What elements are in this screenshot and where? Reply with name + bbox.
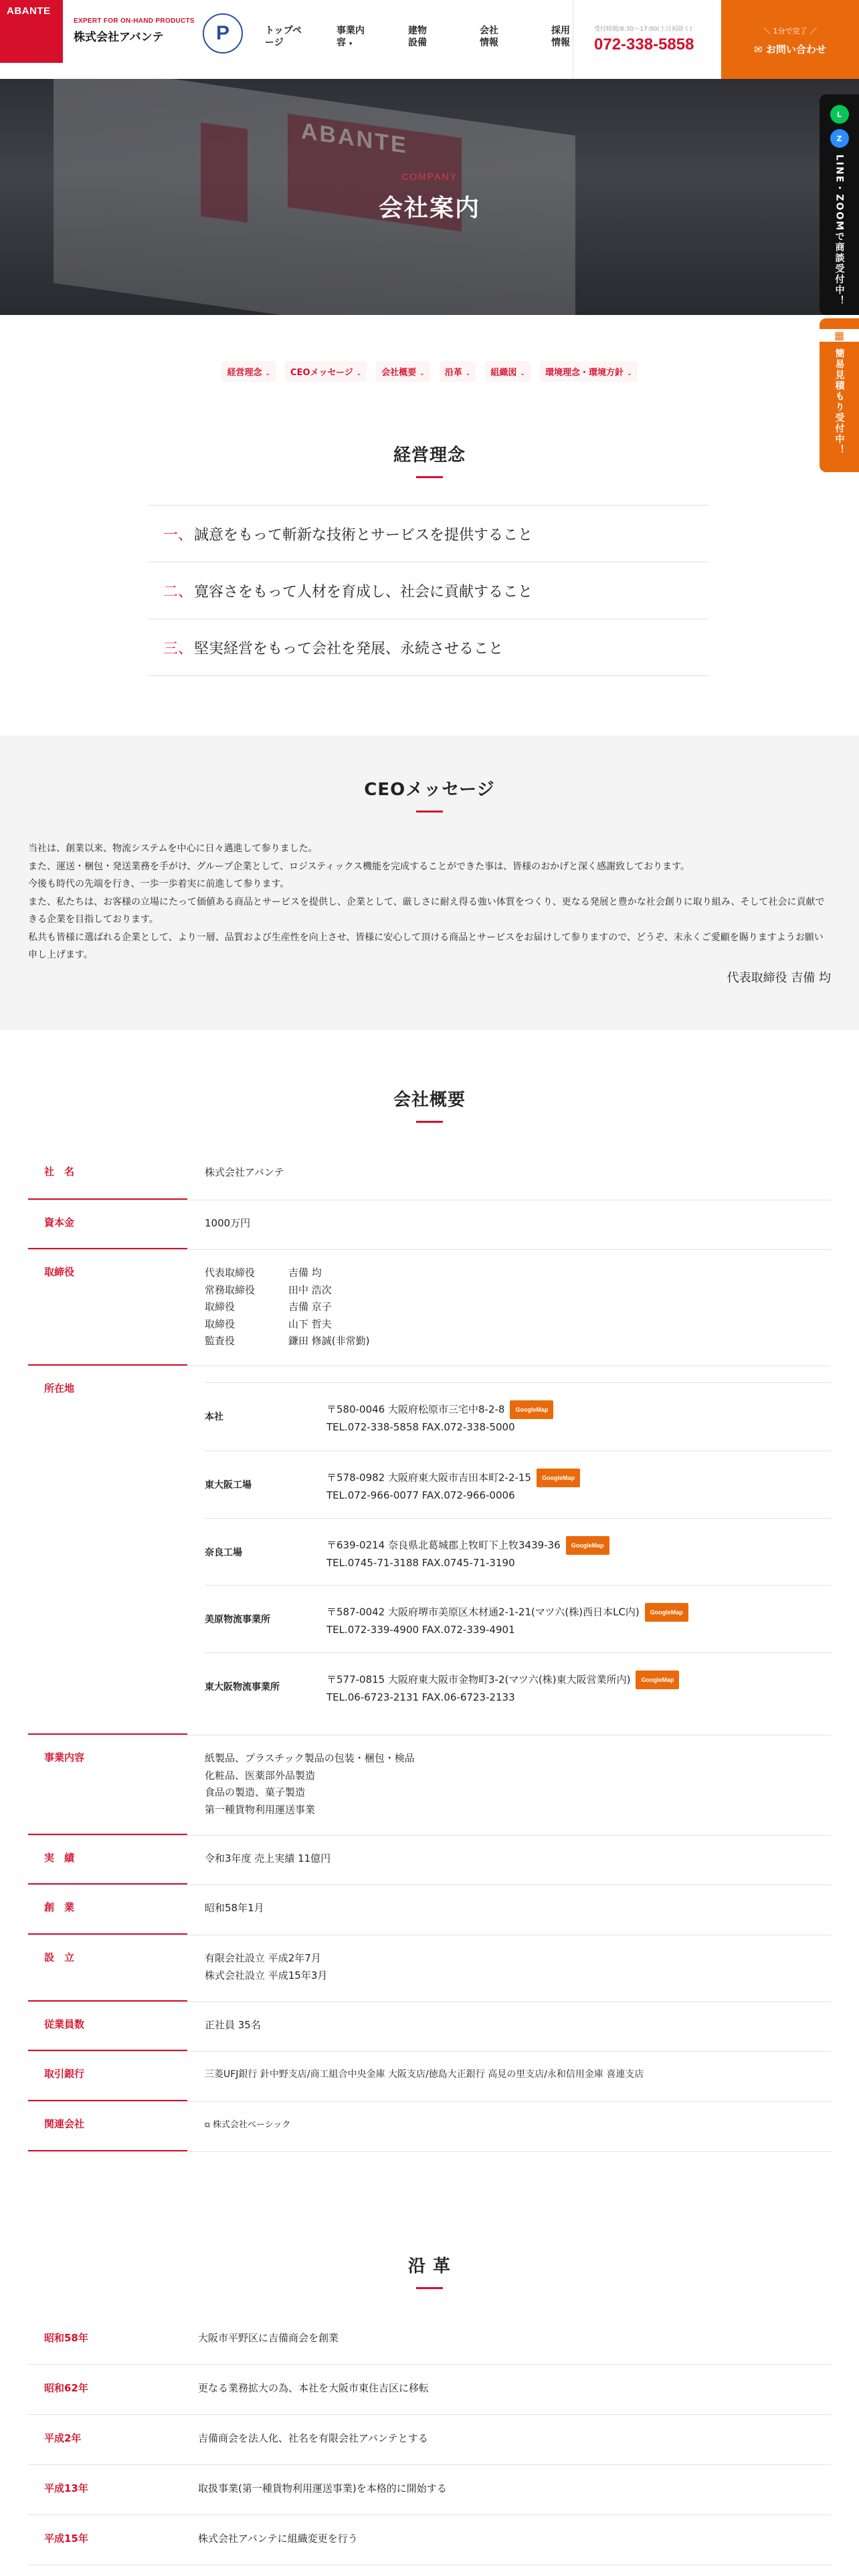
anchor-nav (0, 361, 859, 382)
history-text: 株式会社アバンテに組織変更を行う (198, 2533, 358, 2545)
location-name: 東大阪工場 (205, 1480, 252, 1491)
hero-building-sign: ABANTE (301, 118, 408, 159)
officer-row: 代表取締役 吉備 均 (205, 1267, 322, 1279)
anchor-overview[interactable]: 会社概要 ⌄ (376, 361, 430, 382)
chevron-down-icon: ⌄ (265, 370, 271, 377)
nav-label: 建物 設備 (408, 25, 427, 48)
row-label: 資本金 (28, 1200, 187, 1249)
anchor-org-chart[interactable]: 組織図 ⌄ (485, 361, 531, 382)
logo[interactable] (0, 0, 63, 63)
history-year: 昭和58年 (44, 2332, 88, 2344)
heading-underline (416, 2287, 443, 2289)
officer-row: 取締役 山下 哲夫 (205, 1317, 332, 1330)
history-year: 平成13年 (44, 2482, 88, 2494)
table-row (28, 1935, 831, 2002)
row-value: 令和3年度 売上実績 11億円 (205, 1852, 331, 1864)
anchor-philosophy[interactable]: 経営理念 ⌄ (221, 361, 276, 382)
location-item (205, 1382, 831, 1451)
cta-small-text: ＼ 1分で完了 ／ (763, 27, 817, 35)
table-row (28, 2002, 831, 2052)
location-item (205, 1585, 831, 1652)
history-year: 平成2年 (44, 2432, 82, 2444)
row-value: 正社員 35名 (205, 2019, 261, 2031)
row-label: 取締役 (28, 1250, 187, 1366)
list-item: 三、 堅実経営をもって会社を発展、永続させること (147, 619, 709, 676)
privacy-mark-icon: P (203, 13, 243, 53)
site-header (0, 0, 859, 79)
table-row (28, 1150, 831, 1200)
nav-item-company[interactable] (477, 25, 549, 49)
chevron-down-icon: ⌄ (419, 370, 425, 377)
row-label: 設 立 (28, 1935, 187, 2002)
page-title: 会社案内 (378, 195, 480, 222)
list-item: 二、 寛容さをもって人材を育成し、社会に貢献すること (147, 562, 709, 619)
ceo-heading: CEOメッセージ (364, 780, 495, 800)
location-item (205, 1451, 831, 1518)
location-name: 奈良工場 (205, 1547, 242, 1558)
row-value: 株式会社アバンテ (205, 1166, 284, 1178)
officers-list (205, 1265, 369, 1350)
location-name: 東大阪物流事業所 (205, 1682, 280, 1693)
nav-item-business[interactable] (334, 25, 405, 49)
row-value: 三菱UFJ銀行 針中野支店/商工組合中央金庫 大阪支店/徳島大正銀行 高見の里支店/永和信用金庫 喜連支店 (205, 2069, 644, 2080)
table-row (28, 2415, 831, 2465)
officer-row: 取締役 吉備 京子 (205, 1301, 332, 1313)
chevron-down-icon: ⌄ (520, 370, 525, 377)
row-label: 取引銀行 (28, 2052, 187, 2101)
location-address: 〒587-0042 大阪府堺市美原区木材通2-1-21(マツ六(株)西日本LC内) GoogleMap TEL.072-339-4900 FAX.072-339-4901 (326, 1603, 688, 1638)
google-map-button[interactable]: GoogleMap (636, 1671, 679, 1689)
history-text: 更なる業務拡大の為、本社を大阪市東住吉区に移転 (198, 2382, 430, 2394)
location-address: 〒577-0815 大阪府東大阪市金物町3-2(マツ六(株)東大阪営業所内) GoogleMap TEL.06-6723-2131 FAX.06-6723-2133 (326, 1671, 679, 1705)
ceo-paragraph: 今後も時代の先端を行き、一歩一歩着実に前進して参ります。 (28, 879, 290, 889)
location-address: 〒578-0982 大阪府東大阪市吉田本町2-2-15 GoogleMap TEL.072-966-0077 FAX.072-966-0006 (326, 1469, 580, 1503)
table-row (28, 2515, 831, 2565)
list-item: 一、 誠意をもって斬新な技術とサービスを提供すること (147, 506, 709, 562)
side-tab-line-zoom[interactable] (820, 94, 859, 315)
location-address: 〒580-0046 大阪府松原市三宅中8-2-8 GoogleMap TEL.072-338-5858 FAX.072-338-5000 (326, 1400, 553, 1435)
global-nav (262, 25, 620, 49)
related-company-link[interactable]: ⧉ 株式会社ベーシック (205, 2120, 291, 2130)
brand-name: 株式会社アバンテ (74, 31, 164, 44)
contact-button[interactable] (721, 0, 859, 79)
zoom-icon: Z (830, 129, 849, 148)
row-label: 社 名 (28, 1150, 187, 1200)
row-label: 従業員数 (28, 2002, 187, 2051)
row-label: 創 業 (28, 1885, 187, 1935)
row-label: 所在地 (28, 1366, 187, 1735)
logo-text: ABANTE (7, 5, 51, 17)
table-row (28, 1735, 831, 1836)
overview-heading: 会社概要 (393, 1090, 466, 1110)
row-value: 有限会社設立 平成2年7月 株式会社設立 平成15年3月 (205, 1952, 328, 1981)
location-item (205, 1518, 831, 1585)
philosophy-list (147, 505, 709, 676)
nav-label: 事業内 容 ▾ (337, 25, 365, 48)
history-text: 取扱事業(第一種貨物利用運送事業)を本格的に開始する (198, 2482, 447, 2494)
location-name: 本社 (205, 1412, 223, 1422)
location-item (205, 1652, 831, 1719)
nav-label: 会社 情報 (480, 25, 498, 48)
cta-label: お問い合わせ (765, 43, 826, 56)
google-map-button[interactable]: GoogleMap (645, 1603, 688, 1622)
ceo-signature: 代表取締役 吉備 均 (727, 971, 831, 985)
google-map-button[interactable]: GoogleMap (510, 1400, 553, 1419)
row-value: 紙製品、プラスチック製品の包装・梱包・検品 化粧品、医薬部外品製造 食品の製造、菓子製造 第一種貨物利用運送事業 (205, 1752, 415, 1816)
row-value: 昭和58年1月 (205, 1902, 264, 1914)
side-tab-label: 簡易見積もり受付中！ (834, 348, 845, 455)
contact-info (573, 0, 721, 79)
ceo-paragraph: 当社は、創業以来、物流システムを中心に日々邁進して参りました。 (28, 843, 318, 854)
ceo-message (28, 840, 831, 964)
calculator-icon: ▦ (820, 329, 859, 342)
heading-underline (416, 811, 443, 813)
ceo-paragraph: また、運送・梱包・発送業務を手がけ、グループ企業として、ロジスティックス機能を完成することができた事は、皆様のおかげと深く感謝致しております。 (28, 861, 690, 872)
table-row (28, 1366, 831, 1735)
anchor-history[interactable]: 沿革 ⌄ (440, 361, 476, 382)
chevron-down-icon: ▾ (349, 40, 353, 47)
hero-subtitle: COMPANY (401, 171, 458, 182)
history-year: 昭和62年 (44, 2382, 88, 2394)
chevron-down-icon: ⌄ (465, 370, 471, 377)
line-icon: L (830, 105, 849, 124)
google-map-button[interactable]: GoogleMap (537, 1469, 580, 1487)
history-text: 吉備商会を法人化、社名を有限会社アバンテとする (198, 2432, 428, 2444)
table-row (28, 2365, 831, 2415)
table-row (28, 2102, 831, 2152)
heading-underline (416, 476, 443, 478)
history-text: 大阪市平野区に吉備商会を創業 (198, 2332, 339, 2344)
row-label: 関連会社 (28, 2102, 187, 2151)
history-heading: 沿 革 (407, 2256, 452, 2276)
table-row (28, 2315, 831, 2365)
contact-hours: 受付時間/8:30〜17:00(土日祝除く) (594, 26, 692, 33)
ceo-paragraph: また、私たちは、お客様の立場にたって価値ある商品とサービスを提供し、企業として、厳しさに耐え得る強い体質をつくり、更なる発展と豊かな社会創りに取り組み、そして社会に貢献できる企業を目指しております。 (28, 896, 825, 925)
table-row (28, 1885, 831, 1935)
history-year: 平成15年 (44, 2533, 88, 2545)
anchor-environment[interactable]: 環境理念・環境方針 ⌄ (540, 361, 638, 382)
nav-label: トップペ ージ (265, 25, 302, 48)
brand-tagline: EXPERT FOR ON-HAND PRODUCTS (74, 17, 195, 25)
side-tab-label: LINE・ZOOMで商談受付中！ (834, 154, 845, 307)
link-icon: ⧉ (205, 2121, 210, 2129)
table-row (28, 1836, 831, 1885)
row-label: 事業内容 (28, 1735, 187, 1835)
location-address: 〒639-0214 奈良県北葛城郡上牧町下上牧3439-36 GoogleMap TEL.0745-71-3188 FAX.0745-71-3190 (326, 1536, 609, 1571)
officer-row: 監査役 鎌田 修誠(非常勤) (205, 1335, 370, 1347)
phone-number[interactable]: 072-338-5858 (594, 35, 694, 53)
ceo-paragraph: 私共も皆様に選ばれる企業として、より一層、品質および生産性を向上させ、皆様に安心して頂ける商品とサービスをお届けして参りますので、どうぞ、末永くご愛顧を賜りますようお願い申し上げます。 (28, 932, 824, 960)
table-row (28, 2465, 831, 2515)
nav-item-facility[interactable] (405, 25, 477, 49)
officer-row: 常務取締役 田中 浩次 (205, 1283, 332, 1296)
table-row (28, 2052, 831, 2102)
cta-label-wrap (721, 42, 859, 56)
mail-icon: ✉ (754, 43, 763, 56)
google-map-button[interactable]: GoogleMap (566, 1536, 609, 1555)
chevron-down-icon: ⌄ (626, 370, 632, 377)
row-label: 実 績 (28, 1836, 187, 1885)
brand[interactable] (74, 17, 195, 44)
chevron-down-icon: ⌄ (356, 370, 362, 377)
table-row (28, 1200, 831, 1250)
nav-label: 採用 情報 (551, 25, 570, 48)
heading-underline (416, 1121, 443, 1123)
row-value: 1000万円 (205, 1217, 251, 1229)
anchor-ceo[interactable]: CEOメッセージ ⌄ (285, 361, 367, 382)
location-name: 美原物流事業所 (205, 1614, 270, 1625)
nav-item-top[interactable] (262, 25, 334, 49)
hero (0, 79, 859, 315)
table-row (28, 1250, 831, 1366)
philosophy-heading: 経営理念 (393, 445, 466, 465)
